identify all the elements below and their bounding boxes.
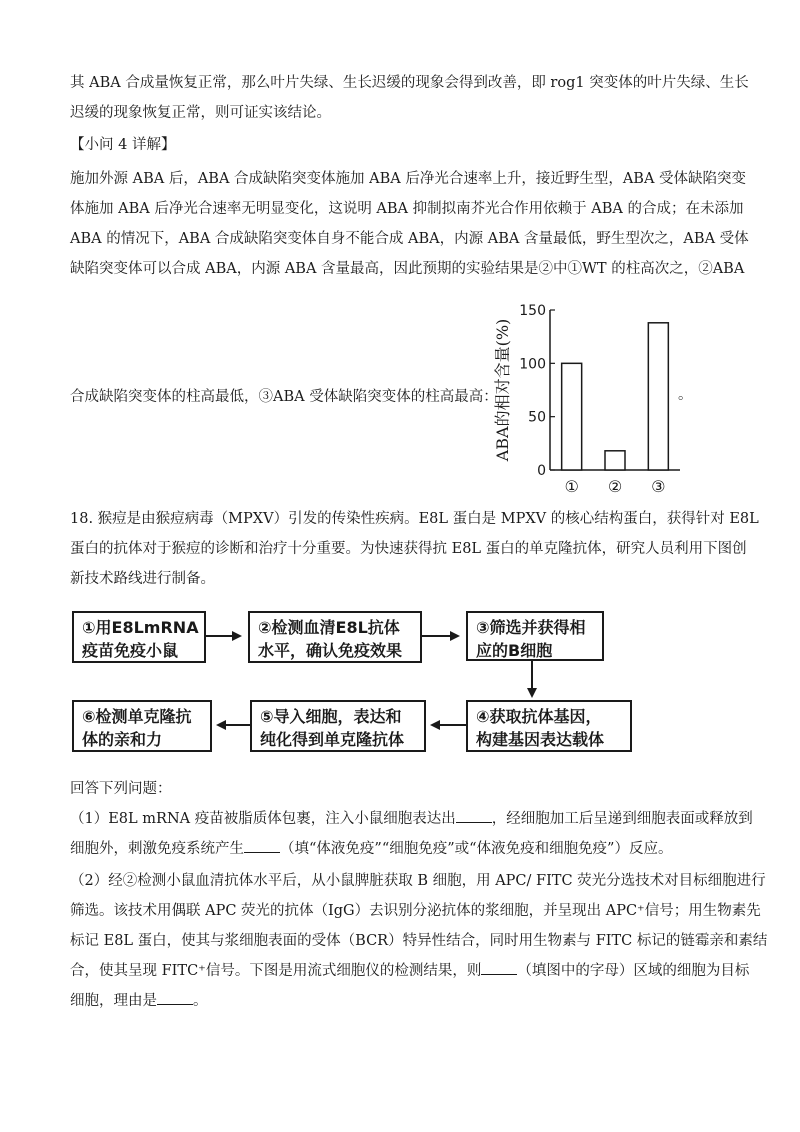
flow-step-6-line2: 体的亲和力 [82,730,163,749]
flow-step-1-line2: 疫苗免疫小鼠 [82,641,179,660]
y-tick-label: 0 [537,463,546,479]
answer-blank [481,960,517,975]
text-line: （2）经②检测小鼠血清抗体水平后，从小鼠脾脏获取 B 细胞，用 APC/ FITC 荧光分选技术对目标细胞进行 [70,873,766,889]
flow-step-5-line1: ⑤导入细胞，表达和 [260,707,402,726]
y-tick-label: 50 [528,409,546,426]
question-2 [70,866,768,1016]
flow-step-4-line1: ④获取抗体基因， [476,707,602,726]
q2-text-b: （填图中的字母）区域的细胞为目标 [517,963,750,979]
text-line: 施加外源 ABA 后，ABA 合成缺陷突变体施加 ABA 后净光合速率上升，接近野生型，ABA 受体缺陷突变 [70,171,747,187]
q1-text-d: （填“体液免疫”“细胞免疫”或“体液免疫和细胞免疫”）反应。 [280,841,673,857]
text-line [70,986,740,1016]
text-line [70,834,740,864]
q2-text-a: 合，使其呈现 FITC⁺信号。下图是用流式细胞仪的检测结果，则 [70,963,482,979]
category-label: ① [564,477,579,496]
text-line: 筛选。该技术用偶联 APC 荧光的抗体（IgG）去识别分泌抗体的浆细胞，并呈现出 APC⁺信号；用生物素先 [70,903,761,919]
flow-step-1 [72,611,206,663]
q1-text-a: （1）E8L mRNA 疫苗被脂质体包裹，注入小鼠细胞表达出 [70,811,456,827]
answer-prompt: 回答下列问题： [70,781,172,797]
flow-step-6-line1: ⑥检测单克隆抗 [82,707,192,726]
trailing-period: 。 [678,387,693,403]
y-tick-label: 150 [519,303,546,319]
answer-blank [157,990,193,1005]
text-line: 蛋白的抗体对于猴痘的诊断和治疗十分重要。为快速获得抗 E8L 蛋白的单克隆抗体，研究人员利用下图创 [70,541,747,557]
flow-step-5-line2: 纯化得到单克隆抗体 [260,730,405,749]
category-label: ③ [651,477,666,496]
text-line-before-chart: 合成缺陷突变体的柱高最低，③ABA 受体缺陷突变体的柱高最高： [70,389,498,405]
answer-blank [244,838,280,853]
flow-step-5 [250,700,426,752]
flow-step-4 [466,700,632,752]
y-axis-label: ABA的相对含量(%) [493,318,512,462]
text-line: 新技术路线进行制备。 [70,571,215,587]
text-line: 标记 E8L 蛋白，使其与浆细胞表面的受体（BCR）特异性结合，同时用生物素与 FITC 标记的链霉亲和素结 [70,933,768,949]
question-1 [70,804,753,864]
text-line: 其 ABA 合成量恢复正常，那么叶片失绿、生长迟缓的现象会得到改善，即 rog1 突变体的叶片失绿、生长 [70,75,749,91]
text-line: 迟缓的现象恢复正常，则可证实该结论。 [70,105,331,121]
flow-step-3-line2: 应的B细胞 [476,641,553,660]
y-tick-label: 100 [519,356,546,373]
flow-step-2 [248,611,422,663]
text-line: 缺陷突变体可以合成 ABA，内源 ABA 含量最高，因此预期的实验结果是②中①WT 的柱高次之，②ABA [70,261,745,277]
flow-step-3-line1: ③筛选并获得相 [476,618,586,637]
text-line: 18. 猴痘是由猴痘病毒（MPXV）引发的传染性疾病。E8L 蛋白是 MPXV 的核心结构蛋白，获得针对 E8L [70,511,759,527]
flow-step-1-line1: ①用E8LmRNA [82,618,199,637]
text-line [70,804,753,834]
answer-blank [456,808,492,823]
text-line: ABA 的情况下，ABA 合成缺陷突变体自身不能合成 ABA，内源 ABA 含量最低，野生型次之，ABA 受体 [70,231,749,247]
q2-text-d: 。 [193,993,208,1009]
flow-step-2-line1: ②检测血清E8L抗体 [258,618,400,637]
flow-step-3 [466,611,604,661]
q1-text-b: ，经细胞加工后呈递到细胞表面或释放到 [491,811,753,827]
flow-step-4-line2: 构建基因表达载体 [476,730,605,749]
q1-text-c: 细胞外，刺激免疫系统产生 [70,841,244,857]
q2-text-c: 细胞，理由是 [70,993,157,1009]
section-heading: 【小问 4 详解】 [70,137,176,153]
flow-step-6 [72,700,212,752]
category-label: ② [607,477,623,496]
flow-step-2-line2: 水平，确认免疫效果 [258,641,403,660]
text-line [70,956,750,986]
text-line: 体施加 ABA 后净光合速率无明显变化，这说明 ABA 抑制拟南芥光合作用依赖于 ABA 的合成；在未添加 [70,201,744,217]
